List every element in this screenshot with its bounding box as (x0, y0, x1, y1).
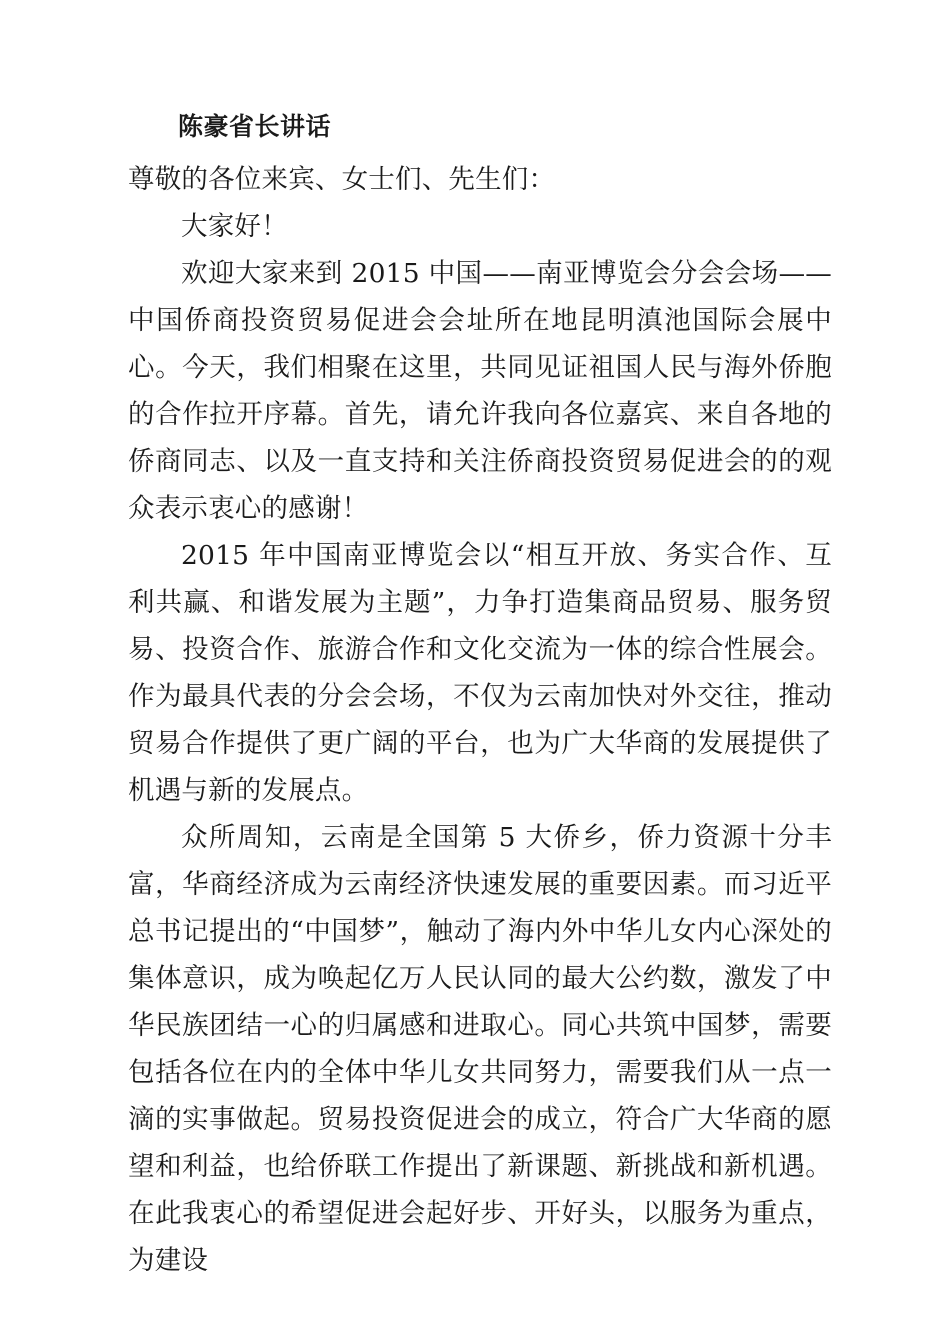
paragraph-body-2: 2015 年中国南亚博览会以“相互开放、务实合作、互利共赢、和谐发展为主题”，力争打造集商品贸易、服务贸易、投资合作、旅游合作和文化交流为一体的综合性展会。作为最具代表的分会会场，不仅为云南加快对外交往，推动贸易合作提供了更广阔的平台，也为广大华商的发展提供了机遇与新的发展点。 (128, 539, 832, 806)
paragraph-salutation: 尊敬的各位来宾、女士们、先生们： (128, 163, 556, 195)
paragraph-greeting: 大家好！ (181, 210, 288, 242)
page-title: 陈豪省长讲话 (178, 112, 332, 141)
paragraph-body-1: 欢迎大家来到 2015 中国——南亚博览会分会会场——中国侨商投资贸易促进会会址所在地昆明滇池国际会展中心。今天，我们相聚在这里，共同见证祖国人民与海外侨胞的合作拉开序幕。首先，请允许我向各位嘉宾、来自各地的侨商同志、以及一直支持和关注侨商投资贸易促进会的的观众表示衷心的感谢！ (128, 257, 832, 524)
paragraph-body-3: 众所周知，云南是全国第 5 大侨乡，侨力资源十分丰富，华商经济成为云南经济快速发展的重要因素。而习近平总书记提出的“中国梦”，触动了海内外中华儿女内心深处的集体意识，成为唤起亿万人民认同的最大公约数，激发了中华民族团结一心的归属感和进取心。同心共筑中国梦，需要包括各位在内的全体中华儿女共同努力，需要我们从一点一滴的实事做起。贸易投资促进会的成立，符合广大华商的愿望和利益，也给侨联工作提出了新课题、新挑战和新机遇。在此我衷心的希望促进会起好步、开好头，以服务为重点，为建设 (128, 821, 832, 1276)
